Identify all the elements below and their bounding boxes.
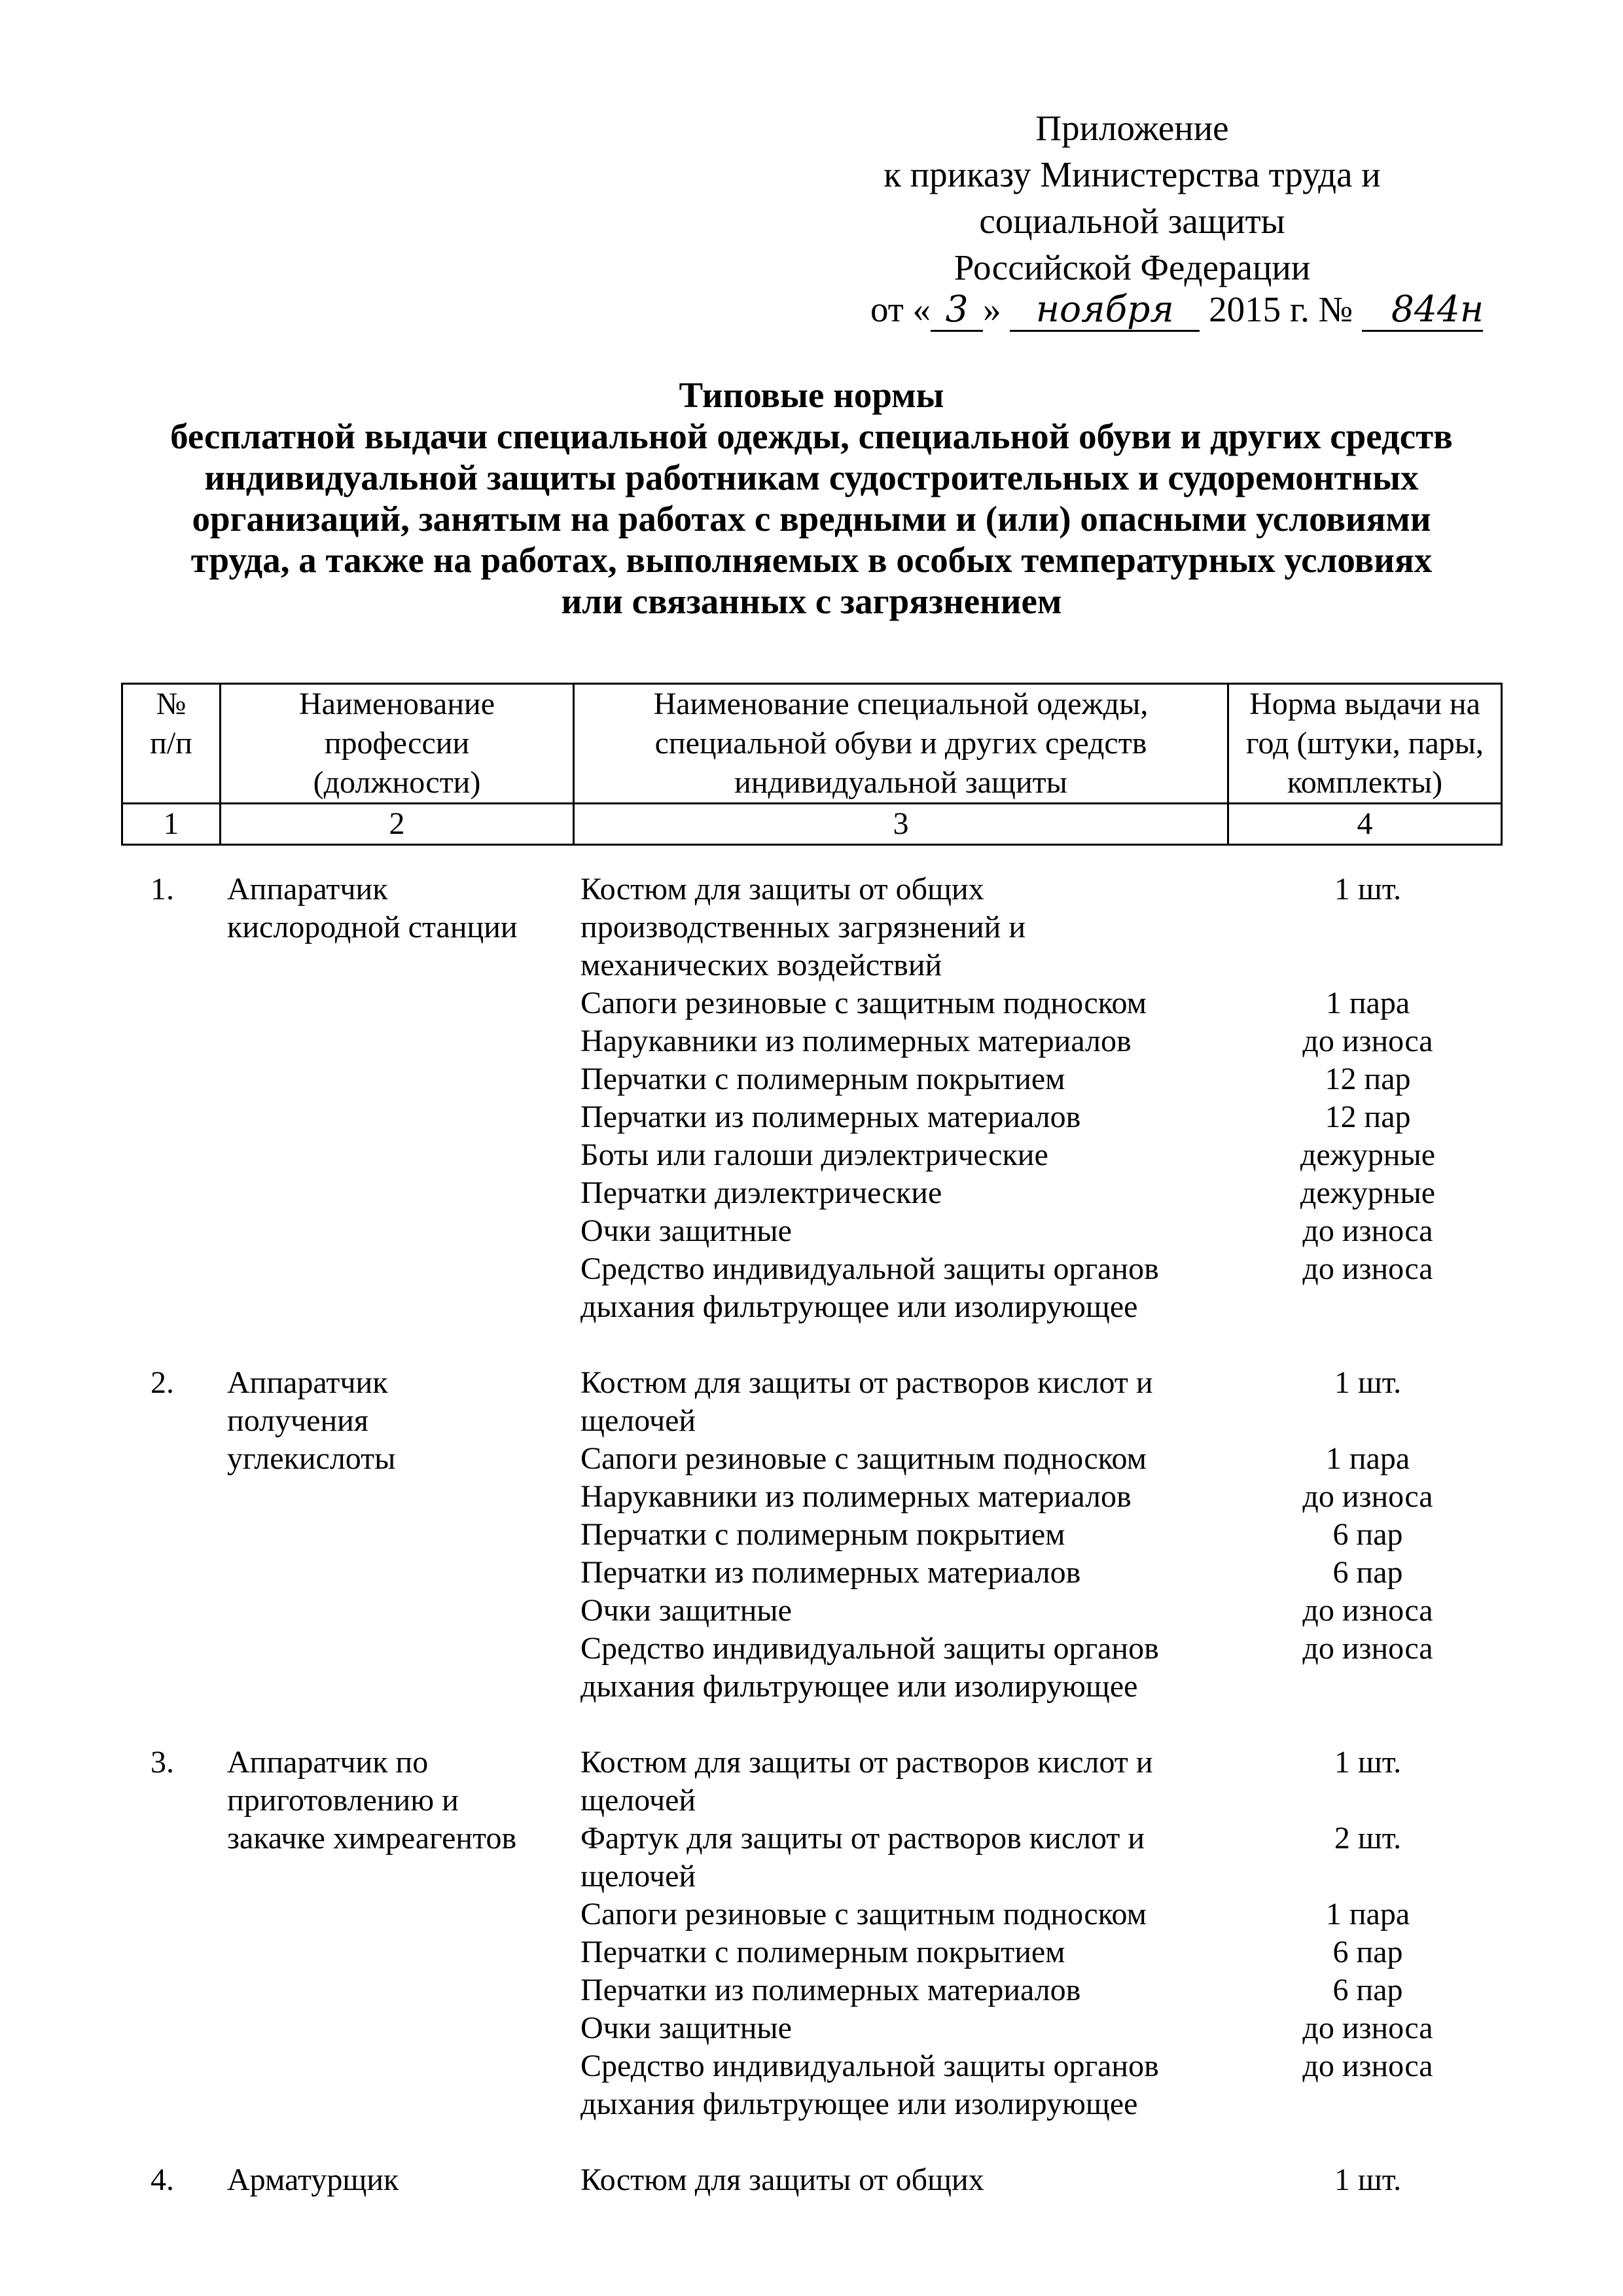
order-day: 3: [931, 288, 983, 332]
equipment-item: [573, 1250, 1501, 1326]
issue-norm: до износа: [1302, 1251, 1433, 1286]
issue-norm: до износа: [1302, 1213, 1433, 1248]
equipment-name-line: щелочей: [580, 1783, 696, 1818]
equipment-list: [573, 2161, 1501, 2199]
equipment-name-line: дыхания фильтрующее или изолирующее: [580, 1669, 1138, 1704]
equipment-name: [573, 1174, 1227, 1212]
issue-norm: до износа: [1302, 1631, 1433, 1666]
equipment-item: [573, 1516, 1501, 1554]
order-year: 2015 г. №: [1209, 289, 1353, 329]
profession-line: Аппаратчик: [227, 872, 388, 906]
equipment-name-line: Костюм для защиты от растворов кислот и: [580, 1745, 1153, 1780]
equipment-name: [573, 984, 1227, 1022]
equipment-item: [573, 1630, 1501, 1706]
equipment-name-line: Перчатки из полимерных материалов: [580, 1555, 1081, 1590]
equipment-item: [573, 1592, 1501, 1630]
column-number: 3: [574, 804, 1228, 845]
equipment-list: [573, 1744, 1501, 2123]
issue-norm: дежурные: [1300, 1175, 1436, 1210]
equipment-item: [573, 1895, 1501, 1933]
table-row: [121, 2161, 1501, 2199]
profession-name: [219, 1744, 573, 2123]
equipment-name-line: Костюм для защиты от общих: [580, 872, 984, 906]
equipment-name: [573, 1022, 1227, 1060]
issue-norm: до износа: [1302, 2011, 1433, 2045]
issue-norm: 1 шт.: [1334, 1745, 1402, 1780]
equipment-name-line: Костюм для защиты от растворов кислот и: [580, 1365, 1153, 1400]
header-number-row: [122, 804, 1502, 845]
equipment-name-line: Боты или галоши диэлектрические: [580, 1138, 1048, 1172]
equipment-name: [573, 2009, 1227, 2047]
equipment-item: [573, 1744, 1501, 1820]
equipment-name-line: щелочей: [580, 1859, 696, 1893]
table-row: [121, 870, 1501, 1326]
equipment-item: [573, 1136, 1501, 1174]
equipment-name-line: Костюм для защиты от общих: [580, 2162, 984, 2197]
issue-norm: 2 шт.: [1334, 1821, 1402, 1856]
header-text: год (штуки, пары,: [1245, 726, 1484, 761]
header-text: профессии: [324, 726, 470, 761]
document-title: [98, 374, 1525, 622]
equipment-name: [573, 1592, 1227, 1630]
equipment-name: [573, 1820, 1227, 1895]
issue-norm: 6 пар: [1332, 1555, 1403, 1590]
issue-norm: 1 пара: [1325, 1897, 1410, 1931]
table-row: [121, 1744, 1501, 2123]
equipment-name-line: Перчатки из полимерных материалов: [580, 1100, 1081, 1134]
equipment-name-line: дыхания фильтрующее или изолирующее: [580, 2087, 1138, 2121]
equipment-name: [573, 1212, 1227, 1250]
title-line: или связанных с загрязнением: [561, 581, 1062, 621]
header-cell-number: [122, 684, 221, 804]
equipment-name: [573, 1630, 1227, 1706]
equipment-name: [573, 1971, 1227, 2009]
equipment-name-line: Перчатки из полимерных материалов: [580, 1973, 1081, 2007]
header-text: Наименование: [298, 687, 495, 721]
equipment-name: [573, 1478, 1227, 1516]
profession-line: Аппаратчик по: [227, 1745, 429, 1780]
equipment-name: [573, 1060, 1227, 1098]
equipment-item: [573, 1212, 1501, 1250]
equipment-name: [573, 2047, 1227, 2123]
equipment-name-line: щелочей: [580, 1403, 696, 1438]
title-line: Типовые нормы: [679, 375, 944, 415]
issue-norm: 6 пар: [1332, 1517, 1403, 1552]
header-text: специальной обуви и других средств: [654, 726, 1147, 761]
equipment-name: [573, 1744, 1227, 1820]
header-text: индивидуальной защиты: [734, 765, 1067, 800]
equipment-name: [573, 1136, 1227, 1174]
equipment-name-line: Очки защитные: [580, 1213, 792, 1248]
profession-name: [219, 1364, 573, 1706]
equipment-item: [573, 1440, 1501, 1478]
equipment-name-line: Перчатки диэлектрические: [580, 1175, 942, 1210]
issue-norm: 1 шт.: [1334, 872, 1402, 906]
table-row: [121, 1364, 1501, 1706]
appendix-line: Приложение: [1035, 108, 1229, 148]
equipment-item: [573, 2161, 1501, 2199]
equipment-name: [573, 1516, 1227, 1554]
equipment-item: [573, 1933, 1501, 1971]
profession-line: Арматурщик: [227, 2162, 399, 2197]
header-text: Норма выдачи на: [1249, 687, 1480, 721]
equipment-name: [573, 2161, 1227, 2199]
equipment-name: [573, 1440, 1227, 1478]
equipment-name: [573, 1364, 1227, 1440]
equipment-name-line: производственных загрязнений и: [580, 910, 1026, 944]
equipment-item: [573, 1098, 1501, 1136]
issue-norm: 6 пар: [1332, 1973, 1403, 2007]
issue-norm: до износа: [1302, 1593, 1433, 1628]
header-text: Наименование специальной одежды,: [653, 687, 1149, 721]
header-cell-norm: [1228, 684, 1502, 804]
row-number: 4.: [151, 2162, 174, 2197]
equipment-item: [573, 1174, 1501, 1212]
issue-norm: 1 шт.: [1334, 1365, 1402, 1400]
column-number: 4: [1228, 804, 1502, 845]
equipment-item: [573, 870, 1501, 984]
issue-norm: 1 шт.: [1334, 2162, 1402, 2197]
equipment-item: [573, 2009, 1501, 2047]
profession-line: углекислоты: [227, 1441, 396, 1476]
equipment-list: [573, 870, 1501, 1326]
profession-line: получения: [227, 1403, 368, 1438]
header-text: комплекты): [1287, 765, 1443, 800]
issue-norm: дежурные: [1300, 1138, 1436, 1172]
equipment-name-line: Очки защитные: [580, 1593, 792, 1628]
equipment-name: [573, 1098, 1227, 1136]
order-month: ноября: [1010, 288, 1200, 332]
equipment-name-line: Средство индивидуальной защиты органов: [580, 2049, 1159, 2083]
equipment-name-line: Перчатки с полимерным покрытием: [580, 1517, 1065, 1552]
issue-norm: 6 пар: [1332, 1935, 1403, 1969]
column-number: 1: [122, 804, 221, 845]
profession-line: приготовлению и: [227, 1783, 459, 1818]
issue-norm: до износа: [1302, 2049, 1433, 2083]
issue-norm: 1 пара: [1325, 1441, 1410, 1476]
column-number: 2: [221, 804, 574, 845]
norms-table-header: [121, 683, 1503, 846]
header-cell-profession: [221, 684, 574, 804]
equipment-name-line: дыхания фильтрующее или изолирующее: [580, 1289, 1138, 1324]
profession-name: [219, 870, 573, 1326]
norms-table-body: [121, 870, 1501, 2237]
title-line: индивидуальной защиты работникам судостроительных и судоремонтных: [204, 457, 1419, 497]
row-number: 1.: [151, 872, 174, 906]
title-line: труда, а также на работах, выполняемых в особых температурных условиях: [190, 540, 1433, 580]
equipment-name-line: Сапоги резиновые с защитным подноском: [580, 1441, 1147, 1476]
equipment-name-line: Сапоги резиновые с защитным подноском: [580, 1897, 1147, 1931]
equipment-name: [573, 870, 1227, 984]
appendix-line: Российской Федерации: [954, 247, 1311, 287]
issue-norm: до износа: [1302, 1024, 1433, 1058]
appendix-line: социальной защиты: [979, 201, 1285, 241]
equipment-name-line: Фартук для защиты от растворов кислот и: [580, 1821, 1145, 1856]
issue-norm: до износа: [1302, 1479, 1433, 1514]
equipment-list: [573, 1364, 1501, 1706]
order-number: 844н: [1362, 288, 1483, 332]
equipment-name: [573, 1250, 1227, 1326]
equipment-item: [573, 1060, 1501, 1098]
equipment-name-line: Средство индивидуальной защиты органов: [580, 1251, 1159, 1286]
header-cell-equipment: [574, 684, 1228, 804]
equipment-item: [573, 1554, 1501, 1592]
equipment-name-line: Перчатки с полимерным покрытием: [580, 1062, 1065, 1096]
profession-line: кислородной станции: [227, 910, 518, 944]
equipment-item: [573, 1820, 1501, 1895]
issue-norm: 1 пара: [1325, 986, 1410, 1020]
equipment-name-line: Сапоги резиновые с защитным подноском: [580, 986, 1147, 1020]
header-row: [122, 684, 1502, 804]
equipment-name-line: Нарукавники из полимерных материалов: [580, 1479, 1132, 1514]
appendix-line: к приказу Министерства труда и: [883, 154, 1381, 194]
header-text: п/п: [150, 726, 192, 761]
issue-norm: 12 пар: [1325, 1100, 1411, 1134]
title-line: организаций, занятым на работах с вредными и (или) опасными условиями: [192, 499, 1431, 539]
header-text: №: [156, 687, 187, 721]
equipment-item: [573, 2047, 1501, 2123]
equipment-name-line: Нарукавники из полимерных материалов: [580, 1024, 1132, 1058]
equipment-item: [573, 984, 1501, 1022]
profession-line: закачке химреагентов: [227, 1821, 517, 1856]
equipment-item: [573, 1364, 1501, 1440]
equipment-item: [573, 1022, 1501, 1060]
title-line: бесплатной выдачи специальной одежды, специальной обуви и других средств: [170, 416, 1453, 456]
equipment-item: [573, 1971, 1501, 2009]
order-prefix: от «: [870, 289, 931, 329]
equipment-name-line: Средство индивидуальной защиты органов: [580, 1631, 1159, 1666]
row-number: 3.: [151, 1745, 174, 1780]
equipment-name-line: Перчатки с полимерным покрытием: [580, 1935, 1065, 1969]
order-mid: »: [983, 289, 1001, 329]
order-reference: [870, 288, 1590, 332]
equipment-name: [573, 1933, 1227, 1971]
profession-name: [219, 2161, 573, 2199]
issue-norm: 12 пар: [1325, 1062, 1411, 1096]
header-text: (должности): [313, 765, 481, 800]
row-number: 2.: [151, 1365, 174, 1400]
equipment-name: [573, 1554, 1227, 1592]
equipment-name-line: механических воздействий: [580, 948, 942, 982]
equipment-name-line: Очки защитные: [580, 2011, 792, 2045]
equipment-item: [573, 1478, 1501, 1516]
profession-line: Аппаратчик: [227, 1365, 388, 1400]
equipment-name: [573, 1895, 1227, 1933]
appendix-block: [805, 105, 1459, 291]
